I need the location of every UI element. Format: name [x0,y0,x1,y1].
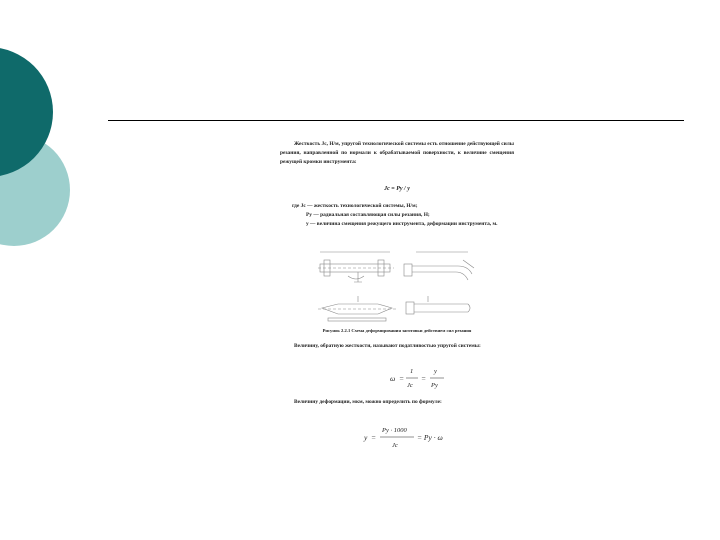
header-rule [108,120,684,121]
figure-top-right [404,252,474,280]
definition-y: y — величина смещения режущего инструмента, деформации инструмента, м. [306,221,498,227]
formula-compliance-eq1: = [399,374,405,383]
formula-deformation-lhs: y [364,433,368,442]
figure-caption: Рисунок 2.2.1 Схема деформирования заготовки действием сил резания [322,328,472,333]
formula-compliance-num1: 1 [410,368,414,375]
figure-bottom-left [318,296,396,321]
formula-deformation-rhs: = Py · ω [417,433,443,442]
formula-compliance-den2: Py [431,382,438,389]
formula-compliance [388,364,448,392]
paragraph-deformation: Величину деформации, мкм, можно определить по формуле: [294,399,442,405]
formula-deformation [362,422,452,452]
formula-compliance-eq2: = [421,374,427,383]
paragraph-stiffness: Жесткость Jc, Н/м, упругой технологической системы есть отношение действующей силы резания, направленной по нормали к обрабатываемой поверхности, к величине смещения режущей кромки инструмента: [280,141,514,165]
figure-bottom-right [406,296,470,314]
definition-py: Py — радиальная составляющая силы резания, Н; [306,212,430,218]
formula-deformation-den: Jc [392,442,398,449]
definitions [280,202,514,229]
paragraph-compliance: Величину, обратную жесткости, называют податливостью упругой системы: [294,343,481,349]
definition-jc: где Jc — жесткость технологической системы, Н/м; [292,203,418,209]
document-body [280,140,514,449]
formula-stiffness: Jc = Py / y [384,186,410,192]
formula-compliance-den1: Jc [407,382,413,389]
formula-deformation-num: Py · 1000 [382,427,407,434]
figure-top-left [318,252,394,282]
formula-deformation-eq: = [371,433,377,442]
formula-compliance-num2: y [434,368,437,375]
formula-compliance-lhs: ω [390,374,396,383]
